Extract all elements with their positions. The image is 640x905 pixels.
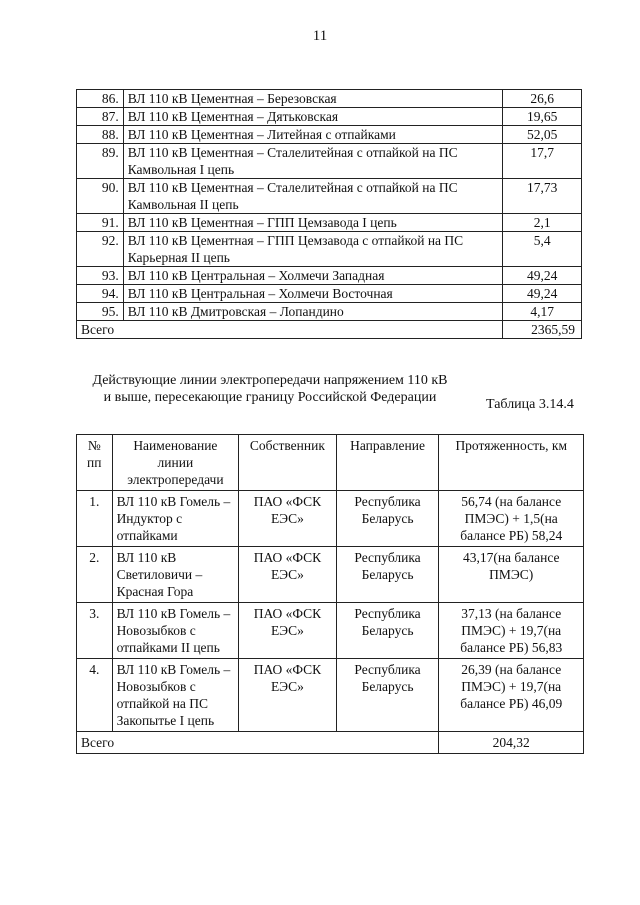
table-row (77, 659, 584, 732)
row-number: 90. (77, 179, 124, 214)
power-lines-table (76, 89, 582, 339)
line-owner: ПАО «ФСК ЕЭС» (239, 659, 336, 732)
row-number: 93. (77, 267, 124, 285)
line-name: ВЛ 110 кВ Светиловичи – Красная Гора (112, 547, 239, 603)
line-owner: ПАО «ФСК ЕЭС» (239, 491, 336, 547)
line-name: ВЛ 110 кВ Цементная – Сталелитейная с отпайкой на ПС Камвольная I цепь (123, 144, 503, 179)
total-label: Всего (77, 321, 503, 339)
line-name: ВЛ 110 кВ Гомель – Новозыбков с отпайкой на ПС Закопытье I цепь (112, 659, 239, 732)
row-number: 92. (77, 232, 124, 267)
row-number: 4. (77, 659, 113, 732)
line-name: ВЛ 110 кВ Гомель – Индуктор с отпайками (112, 491, 239, 547)
table-header (77, 435, 584, 491)
line-length: 4,17 (503, 303, 582, 321)
total-value: 204,32 (439, 732, 584, 754)
line-length: 26,6 (503, 90, 582, 108)
total-row (77, 732, 584, 754)
line-length: 37,13 (на балансе ПМЭС) + 19,7(на балансе РБ) 56,83 (439, 603, 584, 659)
header-owner: Собственник (239, 435, 336, 491)
header-row (77, 435, 584, 491)
table-row (77, 603, 584, 659)
line-direction: Республика Беларусь (336, 491, 439, 547)
row-number: 95. (77, 303, 124, 321)
line-name: ВЛ 110 кВ Центральная – Холмечи Восточная (123, 285, 503, 303)
line-length: 26,39 (на балансе ПМЭС) + 19,7(на балансе РБ) 46,09 (439, 659, 584, 732)
table-row (77, 214, 582, 232)
header-length: Протяженность, км (439, 435, 584, 491)
line-length: 49,24 (503, 267, 582, 285)
cross-border-lines-table-body (77, 491, 584, 754)
total-row (77, 321, 582, 339)
line-name: ВЛ 110 кВ Цементная – Березовская (123, 90, 503, 108)
table-row (77, 285, 582, 303)
line-name: ВЛ 110 кВ Цементная – Дятьковская (123, 108, 503, 126)
header-direction: Направление (336, 435, 439, 491)
table-row (77, 232, 582, 267)
line-length: 2,1 (503, 214, 582, 232)
line-length: 49,24 (503, 285, 582, 303)
header-name: Наименование линии электропередачи (112, 435, 239, 491)
total-label: Всего (77, 732, 439, 754)
line-name: ВЛ 110 кВ Цементная – Литейная с отпайками (123, 126, 503, 144)
line-direction: Республика Беларусь (336, 659, 439, 732)
row-number: 86. (77, 90, 124, 108)
total-value: 2365,59 (503, 321, 582, 339)
line-name: ВЛ 110 кВ Гомель – Новозыбков с отпайками II цепь (112, 603, 239, 659)
row-number: 87. (77, 108, 124, 126)
line-length: 17,7 (503, 144, 582, 179)
power-lines-table-body (77, 90, 582, 339)
line-name: ВЛ 110 кВ Цементная – Сталелитейная с отпайкой на ПС Камвольная II цепь (123, 179, 503, 214)
header-number: № пп (77, 435, 113, 491)
cross-border-lines-table (76, 434, 584, 754)
table-row (77, 491, 584, 547)
row-number: 3. (77, 603, 113, 659)
row-number: 88. (77, 126, 124, 144)
line-length: 19,65 (503, 108, 582, 126)
row-number: 1. (77, 491, 113, 547)
table-row (77, 108, 582, 126)
line-length: 5,4 (503, 232, 582, 267)
table-row (77, 90, 582, 108)
line-owner: ПАО «ФСК ЕЭС» (239, 603, 336, 659)
line-length: 52,05 (503, 126, 582, 144)
table-label: Таблица 3.14.4 (486, 397, 574, 412)
section-caption: Действующие линии электропередачи напряжением 110 кВ и выше, пересекающие границу Российской Федерации (92, 373, 448, 405)
row-number: 94. (77, 285, 124, 303)
row-number: 2. (77, 547, 113, 603)
line-owner: ПАО «ФСК ЕЭС» (239, 547, 336, 603)
line-length: 17,73 (503, 179, 582, 214)
table-row (77, 126, 582, 144)
table-row (77, 267, 582, 285)
page-number: 11 (312, 28, 328, 44)
table-row (77, 303, 582, 321)
table-row (77, 179, 582, 214)
row-number: 91. (77, 214, 124, 232)
line-name: ВЛ 110 кВ Дмитровская – Лопандино (123, 303, 503, 321)
table-row (77, 144, 582, 179)
line-length: 56,74 (на балансе ПМЭС) + 1,5(на балансе РБ) 58,24 (439, 491, 584, 547)
line-name: ВЛ 110 кВ Центральная – Холмечи Западная (123, 267, 503, 285)
line-name: ВЛ 110 кВ Цементная – ГПП Цемзавода I цепь (123, 214, 503, 232)
row-number: 89. (77, 144, 124, 179)
line-name: ВЛ 110 кВ Цементная – ГПП Цемзавода с отпайкой на ПС Карьерная II цепь (123, 232, 503, 267)
line-direction: Республика Беларусь (336, 603, 439, 659)
line-direction: Республика Беларусь (336, 547, 439, 603)
table-row (77, 547, 584, 603)
line-length: 43,17(на балансе ПМЭС) (439, 547, 584, 603)
